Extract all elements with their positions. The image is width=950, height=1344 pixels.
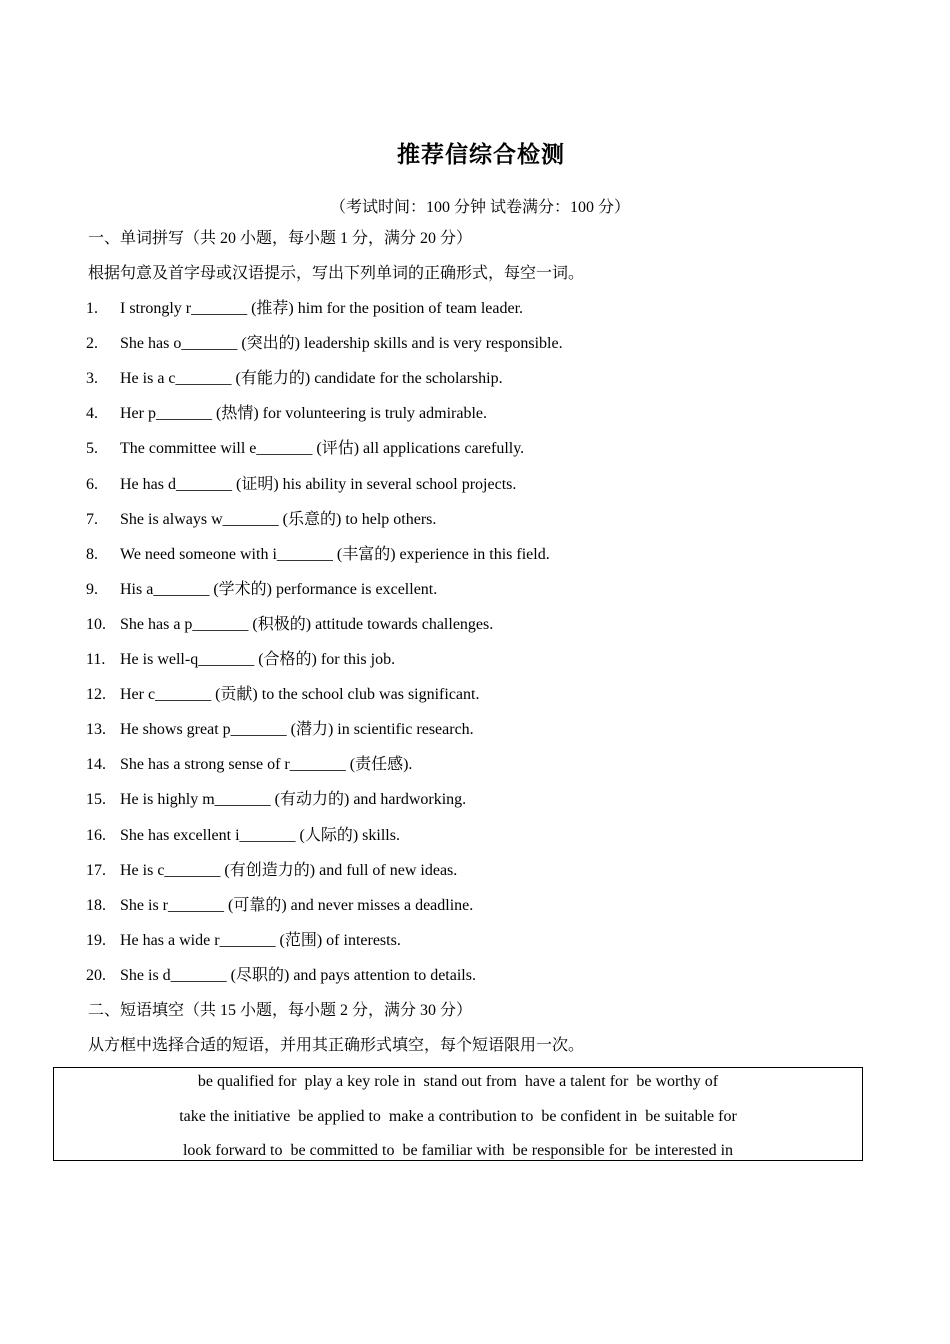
question-text: She has o_______ (突出的) leadership skills and is very responsible. — [120, 335, 563, 352]
question-text: She has a p_______ (积极的) attitude towards challenges. — [120, 616, 494, 633]
question-text: She is r_______ (可靠的) and never misses a deadline. — [120, 897, 474, 914]
section2-heading: 二、短语填空（共 15 小题，每小题 2 分，满分 30 分） — [88, 1002, 473, 1019]
question-number: 10. — [86, 616, 106, 633]
phrase: take the initiative — [179, 1108, 291, 1125]
phrase-row — [54, 1107, 862, 1127]
question-number: 8. — [86, 546, 98, 563]
phrase: be confident in — [541, 1108, 638, 1125]
question-text: He is a c_______ (有能力的) candidate for the scholarship. — [120, 370, 503, 387]
question-text: His a_______ (学术的) performance is excellent. — [120, 581, 438, 598]
question-number: 5. — [86, 440, 98, 457]
question-item — [86, 369, 503, 389]
phrase: be worthy of — [636, 1073, 719, 1090]
question-number: 4. — [86, 405, 98, 422]
question-text: She has excellent i_______ (人际的) skills. — [120, 827, 400, 844]
question-number: 13. — [86, 721, 106, 738]
exam-info: （考试时间：100 分钟 试卷满分：100 分） — [329, 199, 630, 216]
question-number: 9. — [86, 581, 98, 598]
question-item — [86, 896, 473, 916]
question-text: He is c_______ (有创造力的) and full of new ideas. — [120, 862, 458, 879]
phrase: make a contribution to — [388, 1108, 534, 1125]
phrase: be applied to — [298, 1108, 381, 1125]
question-text: Her p_______ (热情) for volunteering is truly admirable. — [120, 405, 488, 422]
question-item — [86, 404, 487, 424]
phrase: be suitable for — [645, 1108, 737, 1125]
question-item — [86, 966, 476, 986]
phrase: look forward to — [182, 1142, 283, 1159]
phrase: play a key role in — [304, 1073, 416, 1090]
phrase-row — [54, 1141, 862, 1161]
question-number: 11. — [86, 651, 106, 668]
section1-instruction: 根据句意及首字母或汉语提示，写出下列单词的正确形式，每空一词。 — [88, 265, 585, 282]
question-number: 1. — [86, 300, 98, 317]
question-text: He has a wide r_______ (范围) of interests. — [120, 932, 401, 949]
phrase-row — [54, 1072, 862, 1092]
question-text: She is always w_______ (乐意的) to help others. — [120, 511, 437, 528]
question-item — [86, 475, 516, 495]
question-item — [86, 826, 400, 846]
question-text: We need someone with i_______ (丰富的) experience in this field. — [120, 546, 550, 563]
question-number: 7. — [86, 511, 98, 528]
question-number: 16. — [86, 827, 106, 844]
phrase: be qualified for — [197, 1073, 297, 1090]
question-number: 14. — [86, 756, 106, 773]
question-item — [86, 510, 436, 530]
question-text: I strongly r_______ (推荐) him for the position of team leader. — [120, 300, 524, 317]
question-item — [86, 615, 493, 635]
phrase: be committed to — [290, 1142, 395, 1159]
phrase: be responsible for — [512, 1142, 628, 1159]
question-item — [86, 861, 457, 881]
question-item — [86, 545, 550, 565]
phrase: have a talent for — [524, 1073, 629, 1090]
question-number: 20. — [86, 967, 106, 984]
question-number: 15. — [86, 791, 106, 808]
question-item — [86, 790, 466, 810]
question-text: He shows great p_______ (潜力) in scientific research. — [120, 721, 474, 738]
question-text: He is well-q_______ (合格的) for this job. — [120, 651, 396, 668]
question-item — [86, 439, 524, 459]
question-number: 18. — [86, 897, 106, 914]
phrase: stand out from — [423, 1073, 517, 1090]
question-item — [86, 685, 479, 705]
question-text: He is highly m_______ (有动力的) and hardworking. — [120, 791, 467, 808]
question-number: 12. — [86, 686, 106, 703]
question-item — [86, 931, 401, 951]
section1-heading: 一、单词拼写（共 20 小题，每小题 1 分，满分 20 分） — [88, 230, 473, 247]
phrase: be interested in — [635, 1142, 734, 1159]
phrase-box — [53, 1067, 863, 1161]
question-text: He has d_______ (证明) his ability in several school projects. — [120, 476, 517, 493]
phrase: be familiar with — [402, 1142, 505, 1159]
page-title: 推荐信综合检测 — [397, 142, 565, 168]
question-number: 19. — [86, 932, 106, 949]
section2-instruction: 从方框中选择合适的短语，并用其正确形式填空，每个短语限用一次。 — [88, 1037, 585, 1054]
question-text: She has a strong sense of r_______ (责任感). — [120, 756, 413, 773]
question-item — [86, 334, 563, 354]
question-text: She is d_______ (尽职的) and pays attention to details. — [120, 967, 476, 984]
question-item — [86, 580, 437, 600]
question-item — [86, 755, 412, 775]
question-text: The committee will e_______ (评估) all applications carefully. — [120, 440, 525, 457]
question-item — [86, 720, 474, 740]
question-item — [86, 299, 523, 319]
question-item — [86, 650, 395, 670]
question-number: 17. — [86, 862, 106, 879]
question-number: 2. — [86, 335, 98, 352]
question-text: Her c_______ (贡献) to the school club was significant. — [120, 686, 480, 703]
question-number: 3. — [86, 370, 98, 387]
question-number: 6. — [86, 476, 98, 493]
